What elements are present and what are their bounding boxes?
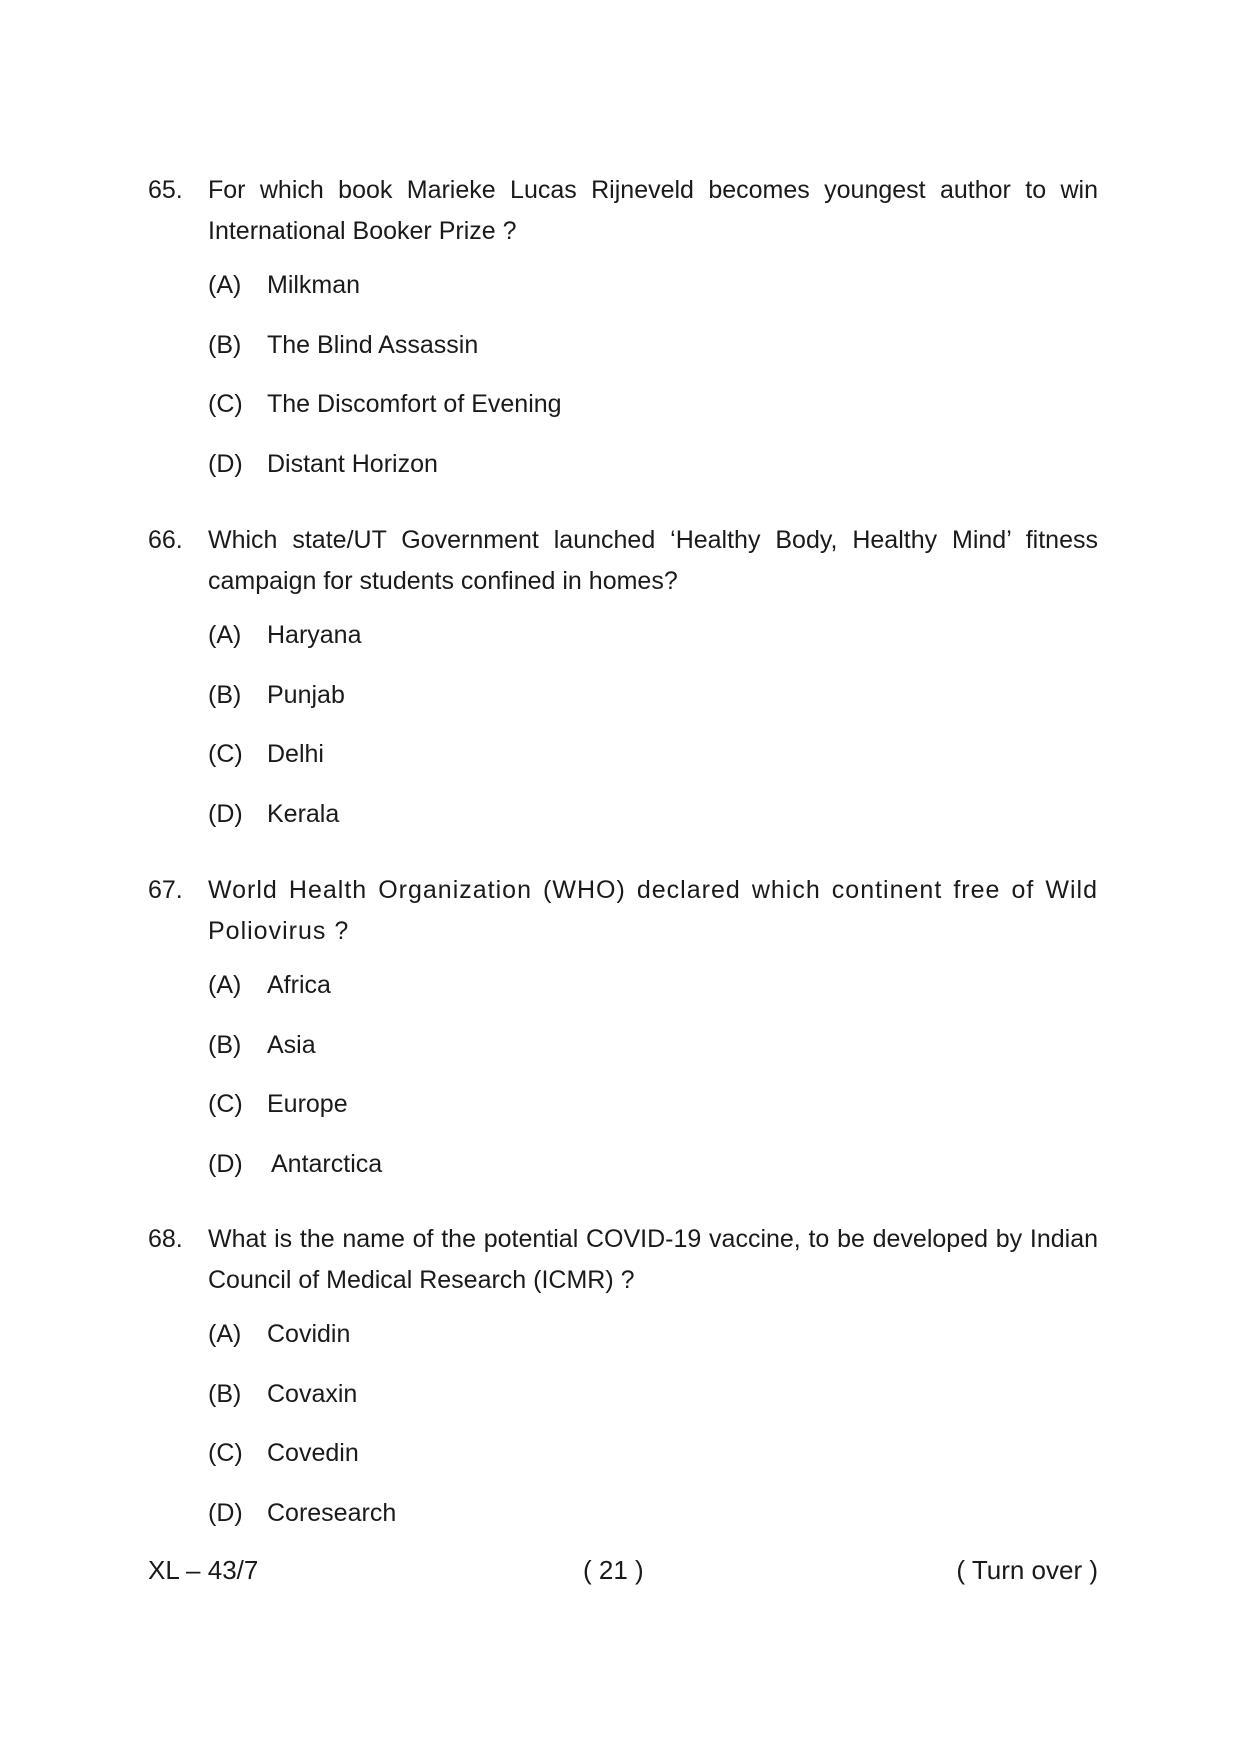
- question-67: [148, 870, 1098, 1208]
- option-text: Covaxin: [267, 1379, 358, 1408]
- option-key: (B): [208, 1379, 242, 1408]
- option-text: Distant Horizon: [267, 449, 438, 478]
- options-list: [208, 1319, 1098, 1557]
- page-footer: [148, 1553, 1098, 1587]
- option-text: Coresearch: [267, 1498, 397, 1527]
- option-key: (B): [208, 330, 242, 359]
- option-a: [208, 970, 1098, 1030]
- option-key: (D): [208, 449, 243, 478]
- option-b: [208, 330, 1098, 390]
- option-c: [208, 389, 1098, 449]
- question-65: [148, 170, 1098, 508]
- option-a: [208, 270, 1098, 330]
- question-text: World Health Organization (WHO) declared which continent free of Wild Poliovirus ?: [208, 876, 1098, 945]
- options-list: [208, 970, 1098, 1208]
- option-c: [208, 1089, 1098, 1149]
- question-number: 67.: [148, 876, 183, 904]
- option-text: Africa: [267, 971, 331, 999]
- option-text: Europe: [267, 1090, 348, 1118]
- option-text: Milkman: [267, 271, 361, 299]
- option-key: (A): [208, 971, 242, 999]
- option-text: The Blind Assassin: [267, 330, 479, 359]
- option-text: The Discomfort of Evening: [267, 390, 562, 418]
- question-text: For which book Marieke Lucas Rijneveld becomes youngest author to win International Booker Prize ?: [208, 176, 1098, 245]
- options-list: [208, 270, 1098, 508]
- option-text: Punjab: [267, 680, 345, 709]
- option-key: (C): [208, 740, 243, 768]
- question-text: What is the name of the potential COVID-19 vaccine, to be developed by Indian Council of Medical Research (ICMR) ?: [208, 1225, 1098, 1294]
- option-key: (C): [208, 1439, 243, 1467]
- option-d: [208, 449, 1098, 509]
- option-key: (A): [208, 1320, 242, 1348]
- question-68: [148, 1219, 1098, 1557]
- option-key: (A): [208, 621, 242, 649]
- option-key: (B): [208, 1030, 242, 1059]
- option-d: [208, 1498, 1098, 1558]
- option-key: (C): [208, 390, 243, 418]
- option-key: (D): [208, 1498, 243, 1527]
- option-key: (A): [208, 271, 242, 299]
- question-text: Which state/UT Government launched ‘Healthy Body, Healthy Mind’ fitness campaign for students confined in homes?: [208, 526, 1098, 595]
- option-a: [208, 620, 1098, 680]
- option-d: [208, 799, 1098, 859]
- turn-over-label: ( Turn over ): [956, 1555, 1098, 1585]
- option-key: (D): [208, 1149, 243, 1178]
- question-number: 65.: [148, 176, 183, 204]
- option-text: Asia: [267, 1030, 316, 1059]
- option-text: Covidin: [267, 1320, 351, 1348]
- option-key: (B): [208, 680, 242, 709]
- option-key: (C): [208, 1090, 243, 1118]
- question-66: [148, 520, 1098, 858]
- options-list: [208, 620, 1098, 858]
- option-text: Covedin: [267, 1439, 359, 1467]
- option-b: [208, 1379, 1098, 1439]
- option-text: Delhi: [267, 740, 324, 768]
- paper-code: XL – 43/7: [148, 1555, 259, 1585]
- option-b: [208, 680, 1098, 740]
- option-d: [208, 1149, 1098, 1209]
- option-c: [208, 739, 1098, 799]
- option-text: Haryana: [267, 621, 362, 649]
- option-a: [208, 1319, 1098, 1379]
- option-key: (D): [208, 799, 243, 828]
- option-b: [208, 1030, 1098, 1090]
- question-number: 66.: [148, 526, 183, 554]
- question-number: 68.: [148, 1225, 183, 1253]
- page-number: ( 21 ): [583, 1555, 644, 1585]
- option-c: [208, 1438, 1098, 1498]
- option-text: Antarctica: [271, 1149, 383, 1178]
- option-text: Kerala: [267, 799, 340, 828]
